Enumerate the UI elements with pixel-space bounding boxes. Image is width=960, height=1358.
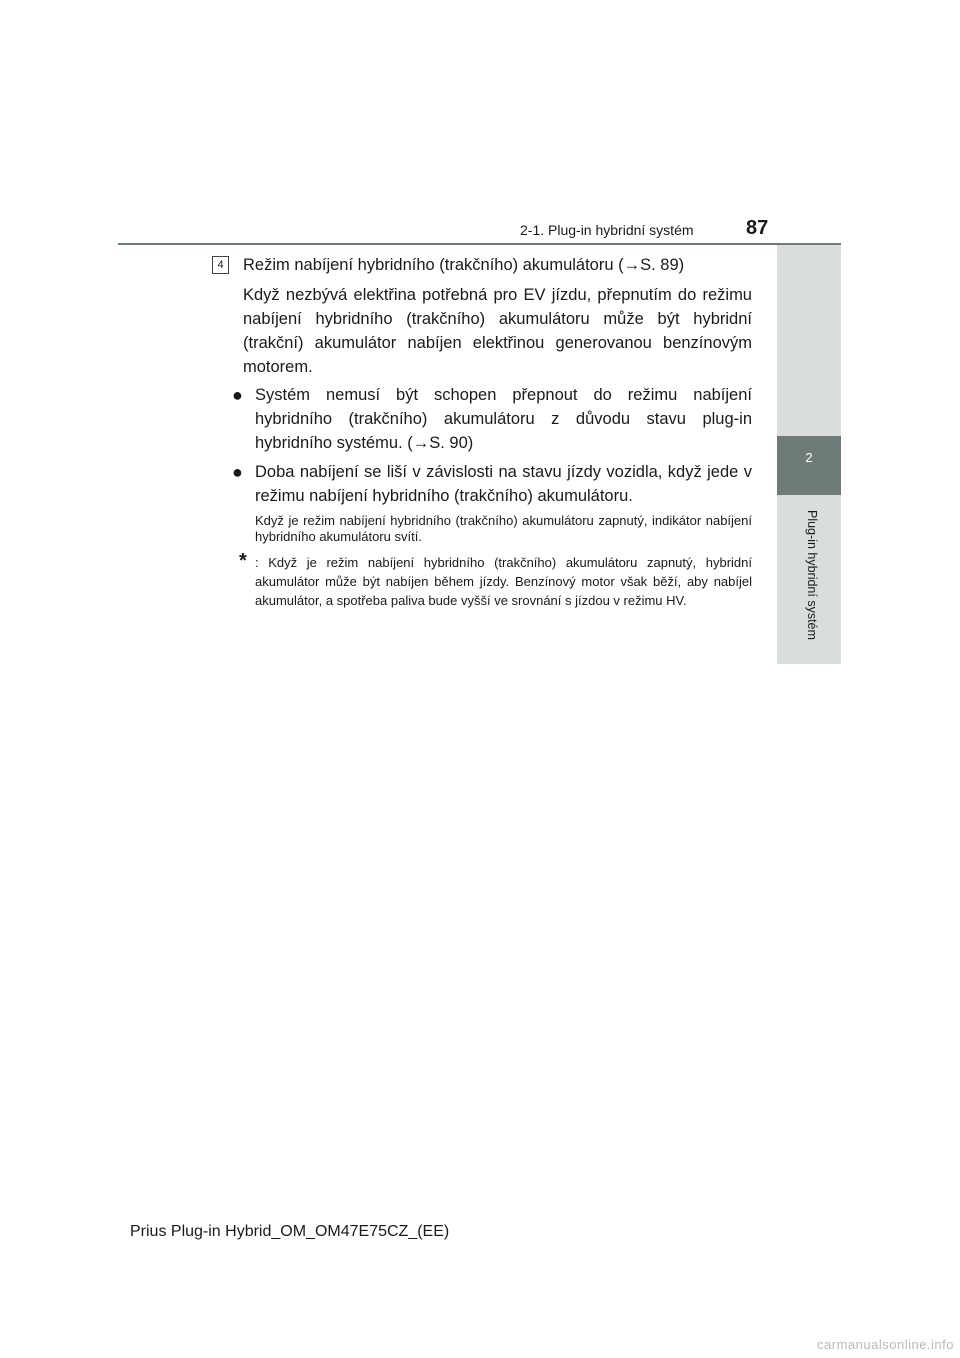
item-heading-text: Režim nabíjení hybridního (trakčního) akumulátoru (→S. 89): [243, 256, 685, 274]
footnote-asterisk: *: [239, 550, 247, 572]
list-item: [232, 460, 752, 508]
item-number-badge: 4: [212, 256, 229, 274]
bullet-list: [232, 383, 752, 508]
list-item: [232, 383, 752, 455]
section-title: 2-1. Plug-in hybridní systém: [520, 222, 694, 238]
bullet-text: Doba nabíjení se liší v závislosti na stavu jízdy vozidla, když jede v režimu nabíjení hybridního (trakčního) akumulátoru.: [255, 463, 752, 505]
side-tab-upper: [777, 245, 841, 436]
item-heading: [212, 253, 752, 277]
item-description: Když nezbývá elektřina potřebná pro EV jízdu, přepnutím do režimu nabíjení hybridního (trakčního) akumulátoru může být hybridní (trakční) akumulátor nabíjen elektřinou generovanou benzínovým motorem.: [243, 286, 752, 376]
header-divider: [118, 243, 841, 245]
footnote: [239, 550, 752, 610]
document-id: Prius Plug-in Hybrid_OM_OM47E75CZ_(EE): [130, 1223, 450, 1240]
bullet-icon: ●: [232, 385, 243, 405]
watermark: carmanualsonline.info: [817, 1337, 954, 1352]
footnote-text: : Když je režim nabíjení hybridního (trakčního) akumulátoru zapnutý, hybridní akumulátor může být nabíjen během jízdy. Benzínový motor však běží, aby nabíjel akumulátor, a spotřeba paliva bude vyšší ve srovnání s jízdou v režimu HV.: [255, 555, 752, 608]
chapter-label: Plug-in hybridní systém: [805, 510, 819, 640]
page-number: 87: [746, 217, 769, 239]
bullet-icon: ●: [232, 462, 243, 482]
bullet-text: Systém nemusí být schopen přepnout do režimu nabíjení hybridního (trakčního) akumulátoru z důvodu stavu plug-in hybridního systému. (→S. 90): [255, 386, 752, 452]
chapter-number-tab: 2: [777, 436, 841, 495]
page-content: [212, 253, 752, 610]
note-text: Když je režim nabíjení hybridního (trakčního) akumulátoru zapnutý, indikátor nabíjení hybridního akumulátoru svítí.: [255, 513, 752, 544]
